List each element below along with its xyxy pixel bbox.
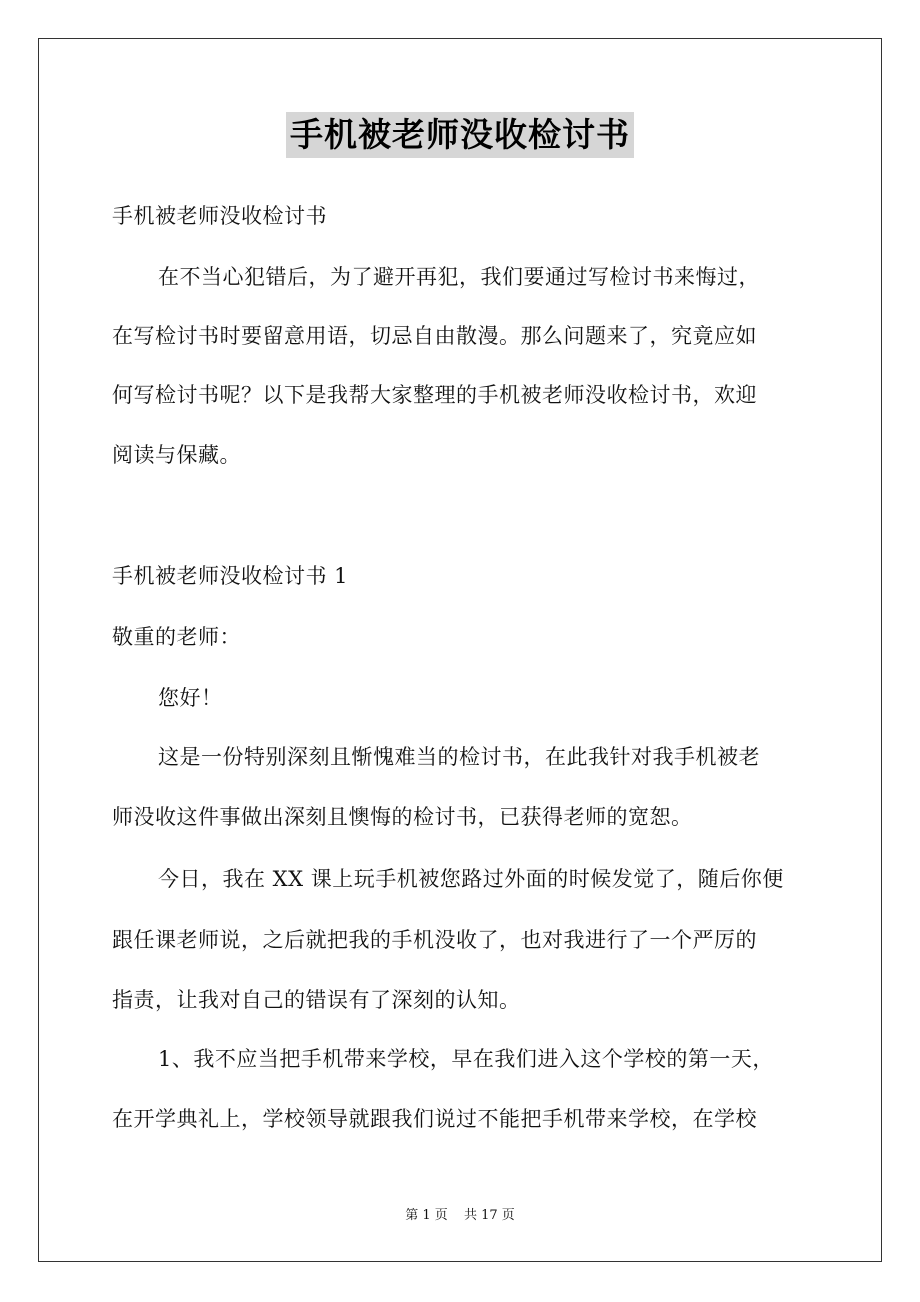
paragraph-line: 阅读与保藏。	[112, 443, 241, 467]
paragraph-line: 师没收这件事做出深刻且懊悔的检讨书，已获得老师的宽恕。	[112, 805, 693, 829]
paragraph-line: 跟任课老师说，之后就把我的手机没收了，也对我进行了一个严厉的	[112, 928, 757, 952]
paragraph-line: 1、我不应当把手机带来学校，早在我们进入这个学校的第一天，	[158, 1047, 774, 1071]
paragraph-line: 何写检讨书呢？以下是我帮大家整理的手机被老师没收检讨书，欢迎	[112, 383, 757, 407]
page-total: 共 17 页	[463, 1208, 515, 1223]
section-heading: 手机被老师没收检讨书 1	[112, 564, 349, 588]
document-title: 手机被老师没收检讨书	[286, 112, 634, 158]
paragraph-line: 今日，我在 XX 课上玩手机被您路过外面的时候发觉了，随后你便	[158, 867, 784, 891]
subtitle-line: 手机被老师没收检讨书	[112, 204, 327, 228]
greeting-line: 您好！	[158, 686, 223, 710]
paragraph-line: 在不当心犯错后，为了避开再犯，我们要通过写检讨书来悔过，	[158, 265, 760, 289]
page-footer	[0, 1207, 920, 1225]
paragraph-line: 这是一份特别深刻且惭愧难当的检讨书，在此我针对我手机被老	[158, 745, 760, 769]
paragraph-line: 指责，让我对自己的错误有了深刻的认知。	[112, 988, 521, 1012]
page-number: 第 1 页	[405, 1208, 448, 1223]
paragraph-line: 在开学典礼上，学校领导就跟我们说过不能把手机带来学校，在学校	[112, 1107, 757, 1131]
paragraph-line: 在写检讨书时要留意用语，切忌自由散漫。那么问题来了，究竟应如	[112, 324, 757, 348]
salutation-line: 敬重的老师：	[112, 625, 241, 649]
document-title-wrapper	[0, 112, 920, 158]
